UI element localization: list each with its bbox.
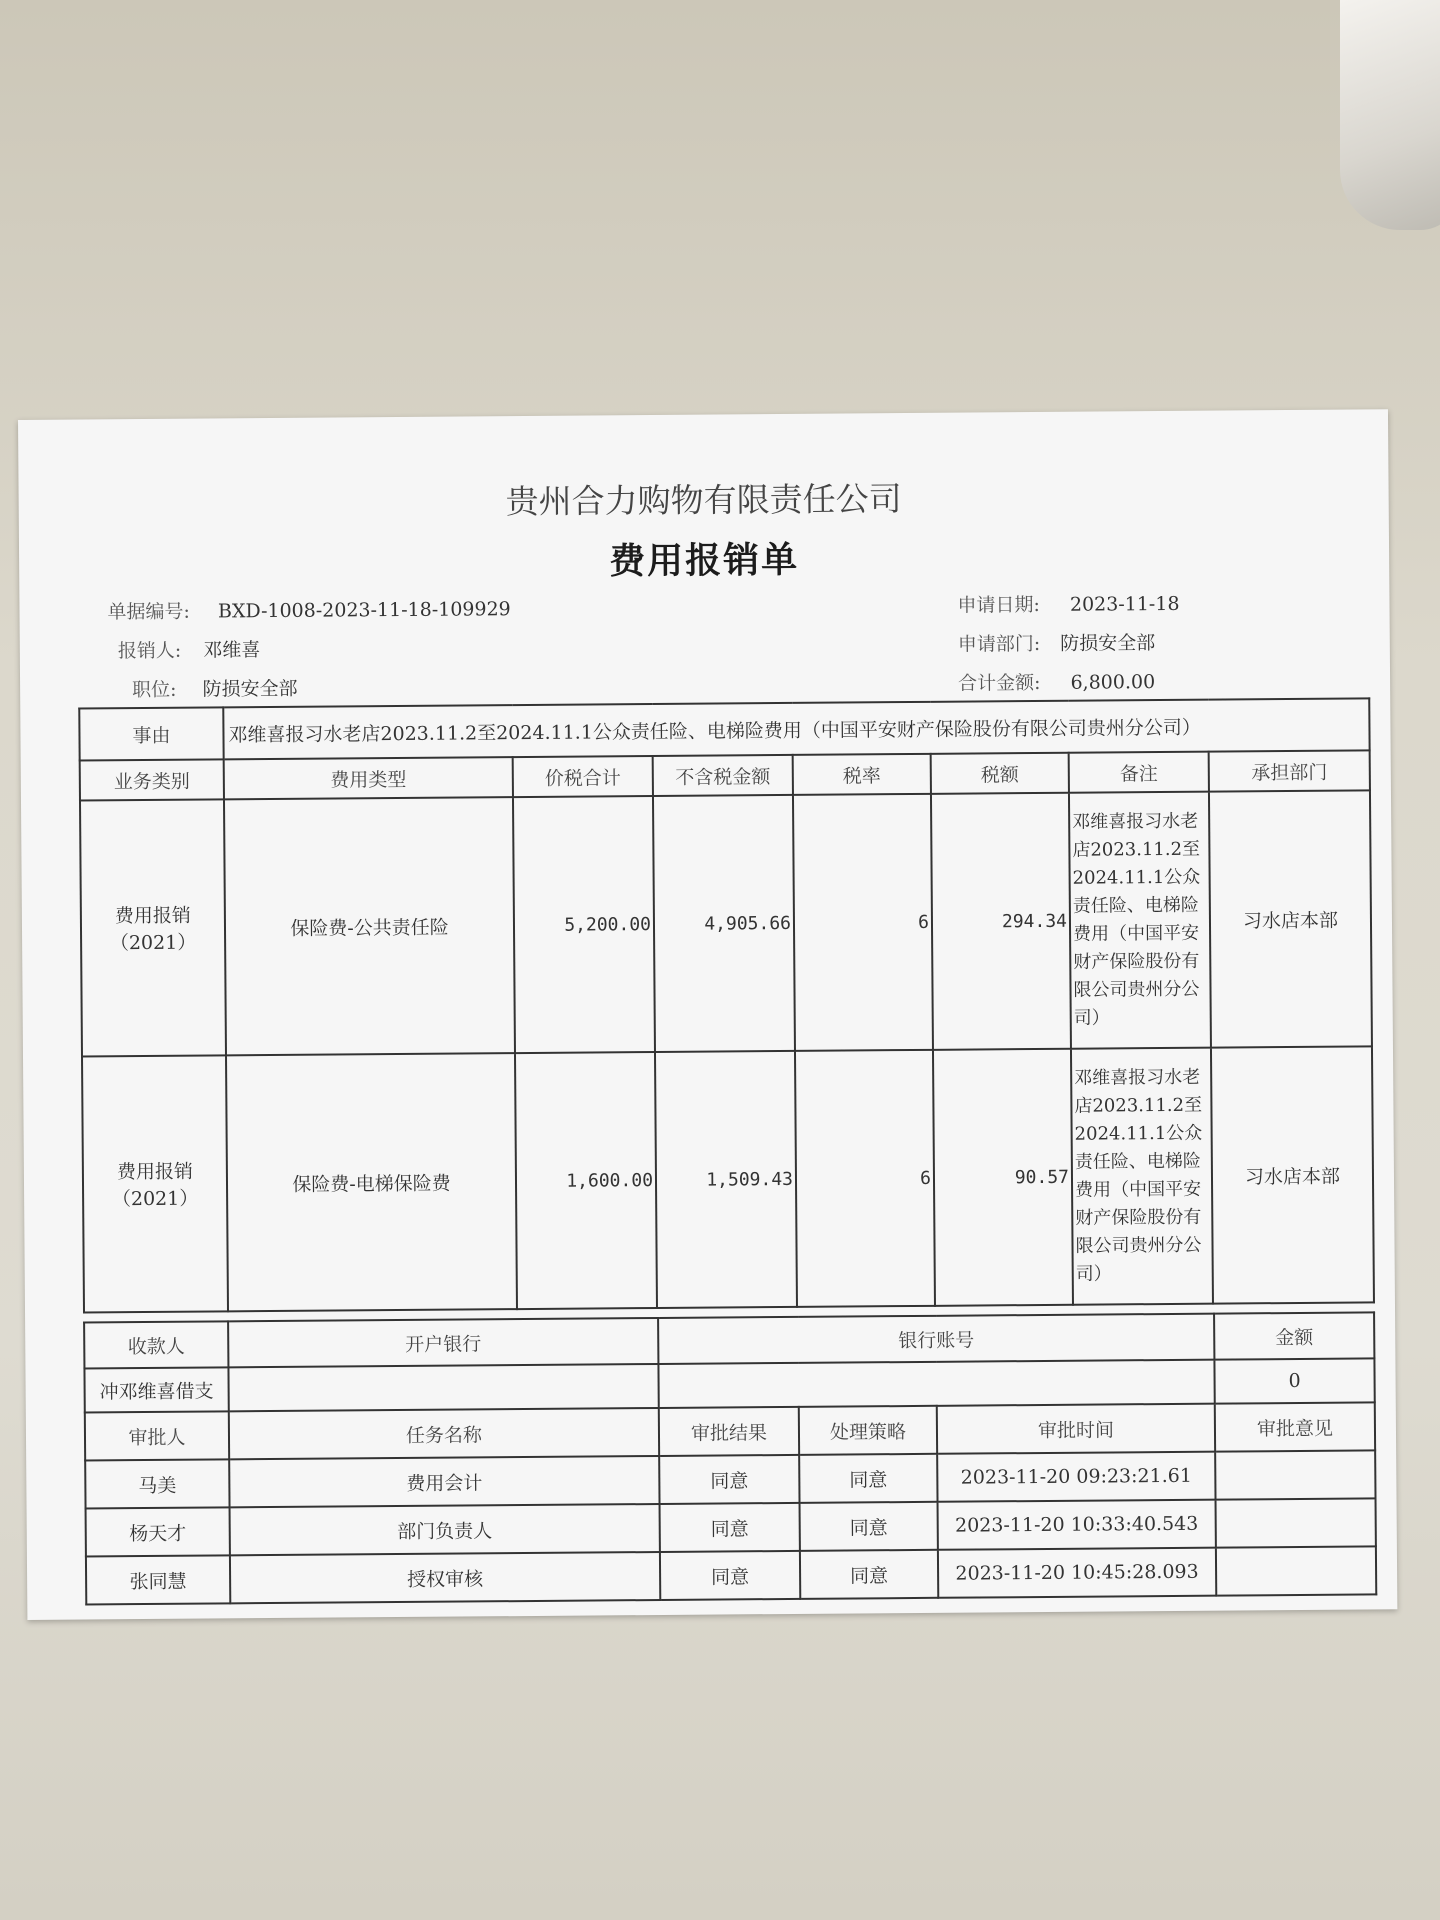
reason-text: 邓维喜报习水老店2023.11.2至2024.11.1公众责任险、电梯险费用（中国平安财产保险股份有限公司贵州分公司） (223, 698, 1369, 759)
header-total: 价税合计 (513, 756, 653, 797)
item-category: 费用报销（2021） (80, 799, 226, 1056)
approval-time: 2023-11-20 10:33:40.543 (938, 1500, 1216, 1550)
approval-approver: 杨天才 (86, 1507, 230, 1556)
approval-header-opinion: 审批意见 (1215, 1402, 1375, 1451)
bottle-object (1340, 0, 1440, 230)
approval-opinion (1216, 1498, 1376, 1547)
item-type: 保险费-电梯保险费 (226, 1053, 517, 1311)
expense-form-sheet (18, 409, 1397, 1620)
item-rate: 6 (795, 1050, 935, 1307)
payment-header-account: 银行账号 (658, 1314, 1214, 1364)
claimant-value: 邓维喜 (203, 639, 261, 662)
item-memo: 邓维喜报习水老店2023.11.2至2024.11.1公众责任险、电梯险费用（中国平安财产保险股份有限公司贵州分公司） (1071, 1048, 1213, 1305)
approval-header-task: 任务名称 (229, 1408, 659, 1459)
header-memo: 备注 (1069, 752, 1209, 793)
claimant-label: 报销人: (117, 639, 182, 663)
total-value: 6,800.00 (1070, 671, 1156, 694)
header-dept: 承担部门 (1209, 750, 1370, 791)
total-label: 合计金额: (958, 671, 1041, 695)
item-type: 保险费-公共责任险 (224, 797, 515, 1055)
approval-task: 部门负责人 (230, 1504, 660, 1555)
approval-strategy: 同意 (799, 1454, 937, 1503)
payment-payee: 冲邓维喜借支 (84, 1367, 228, 1412)
item-row (80, 790, 1372, 1056)
item-row (82, 1046, 1374, 1312)
approval-opinion (1215, 1450, 1375, 1499)
doc-number-value: BXD-1008-2023-11-18-109929 (217, 598, 511, 623)
header-category: 业务类别 (80, 759, 224, 800)
item-tax: 294.34 (931, 793, 1071, 1050)
item-dept: 习水店本部 (1211, 1046, 1374, 1303)
approval-task: 费用会计 (229, 1456, 659, 1507)
item-dept: 习水店本部 (1209, 790, 1372, 1047)
approval-approver: 马美 (85, 1459, 229, 1508)
approval-approver: 张同慧 (86, 1555, 230, 1604)
approval-header-strategy: 处理策略 (799, 1406, 937, 1455)
dept-value: 防损安全部 (1060, 632, 1156, 655)
approval-strategy: 同意 (800, 1550, 938, 1599)
company-name: 贵州合力购物有限责任公司 (505, 479, 902, 522)
apply-date-value: 2023-11-18 (1069, 592, 1180, 616)
approval-opinion (1216, 1546, 1376, 1595)
doc-number-field (107, 594, 510, 624)
header-net: 不含税金额 (653, 755, 793, 796)
payment-header-payee: 收款人 (84, 1321, 228, 1368)
form-title: 费用报销单 (608, 538, 800, 583)
total-field (958, 667, 1155, 696)
approval-time: 2023-11-20 10:45:28.093 (938, 1548, 1216, 1598)
items-table (78, 697, 1375, 1313)
approval-result: 同意 (660, 1551, 800, 1600)
approval-header-result: 审批结果 (659, 1407, 799, 1456)
item-net: 4,905.66 (653, 795, 795, 1052)
approval-time: 2023-11-20 09:23:21.61 (937, 1452, 1215, 1502)
item-tax: 90.57 (933, 1049, 1073, 1306)
approval-strategy: 同意 (800, 1502, 938, 1551)
payment-account (658, 1360, 1214, 1408)
item-total: 1,600.00 (515, 1052, 657, 1309)
item-category: 费用报销（2021） (82, 1055, 228, 1312)
payment-amount: 0 (1214, 1358, 1374, 1403)
apply-date-field (957, 589, 1179, 618)
header-rate: 税率 (793, 754, 931, 795)
doc-number-label: 单据编号: (107, 600, 191, 624)
approval-task: 授权审核 (230, 1552, 660, 1603)
approval-result: 同意 (660, 1503, 800, 1552)
payment-header-amount: 金额 (1214, 1312, 1374, 1359)
header-tax: 税额 (931, 753, 1069, 794)
payment-bank (228, 1364, 658, 1411)
item-rate: 6 (793, 794, 933, 1051)
item-net: 1,509.43 (655, 1051, 797, 1308)
position-label: 职位: (132, 678, 177, 702)
approval-result: 同意 (659, 1455, 799, 1504)
approval-row (86, 1546, 1376, 1604)
approval-header-approver: 审批人 (85, 1411, 229, 1460)
claimant-field (118, 635, 261, 663)
item-memo: 邓维喜报习水老店2023.11.2至2024.11.1公众责任险、电梯险费用（中国平安财产保险股份有限公司贵州分公司） (1069, 792, 1211, 1049)
dept-label: 申请部门: (957, 632, 1041, 656)
header-type: 费用类型 (224, 757, 513, 799)
item-total: 5,200.00 (513, 796, 655, 1053)
dept-field (958, 628, 1156, 657)
approval-table (83, 1311, 1377, 1605)
position-field (132, 674, 298, 702)
position-value: 防损安全部 (202, 677, 298, 701)
reason-label: 事由 (79, 707, 223, 760)
apply-date-label: 申请日期: (957, 593, 1040, 617)
payment-header-bank: 开户银行 (228, 1318, 658, 1367)
approval-header-time: 审批时间 (937, 1404, 1215, 1454)
